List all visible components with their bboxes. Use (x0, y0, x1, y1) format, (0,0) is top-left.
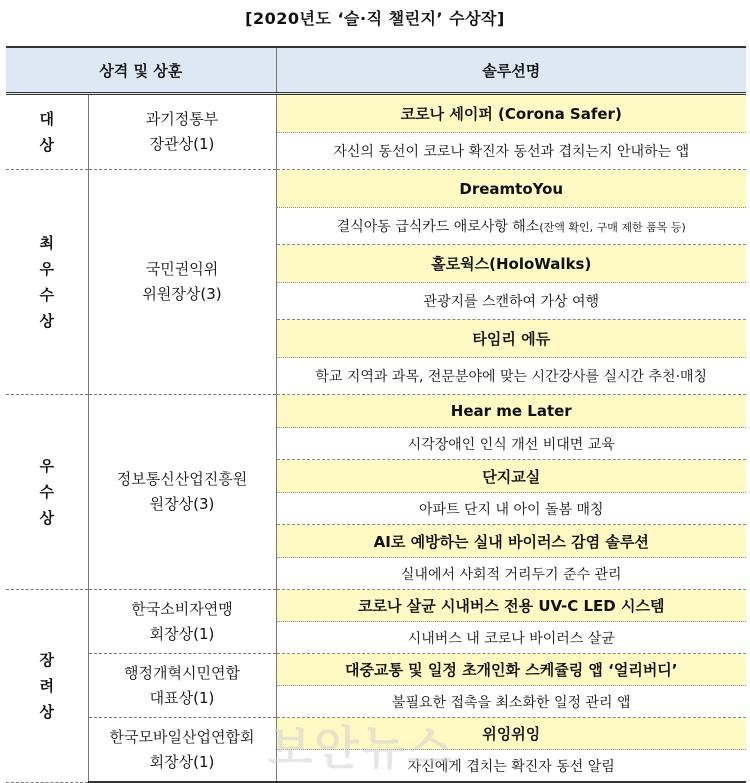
category-encouragement (6, 590, 88, 783)
category-char: 수 (39, 286, 54, 304)
category-merit (6, 395, 88, 590)
award-enc2 (88, 654, 276, 718)
solution-name: 코로나 세이퍼 (Corona Safer) (276, 94, 746, 133)
award-org: 과기정통부 (145, 110, 219, 128)
award-org: 한국모바일산업연합회 (109, 727, 255, 746)
awards-table (6, 46, 746, 783)
solution-name: 단지교실 (276, 460, 746, 493)
solution-name: Hear me Later (276, 395, 746, 428)
header-award: 상격 및 상훈 (6, 47, 276, 94)
solution-desc: 학교 지역과 과목, 전문분야에 맞는 시간강사를 실시간 추천·매칭 (276, 358, 746, 395)
award-prize: 회장상(1) (149, 624, 215, 643)
desc-note: (잔액 확인, 구매 제한 품목 등) (539, 221, 686, 234)
page-title: [2020년도 ‘슬·직 챌린지’ 수상작] (245, 9, 505, 28)
category-char: 최 (39, 234, 54, 252)
award-prize: 위원장상(3) (142, 285, 222, 303)
solution-name: 코로나 살균 시내버스 전용 UV-C LED 시스템 (276, 590, 746, 622)
award-enc3 (88, 718, 276, 783)
solution-desc: 자신의 동선이 코로나 확진자 동선과 겹치는지 안내하는 앱 (276, 133, 746, 170)
solution-desc: 자신에게 겹치는 확진자 동선 알림 (276, 750, 746, 783)
category-char: 상 (39, 509, 54, 527)
award-prize: 장관상(1) (149, 135, 215, 153)
solution-desc: 시내버스 내 코로나 바이러스 살균 (276, 622, 746, 654)
category-char: 상 (39, 136, 54, 154)
category-char: 상 (39, 312, 54, 330)
solution-name: 위잉위잉 (276, 718, 746, 750)
category-excellence (6, 170, 88, 395)
solution-name: DreamtoYou (276, 170, 746, 208)
solution-desc: 관광지를 스캔하여 가상 여행 (276, 283, 746, 320)
header-solution: 솔루션명 (276, 47, 746, 94)
header-row (6, 47, 746, 94)
award-prize: 대표상(1) (149, 688, 215, 707)
solution-desc: 아파트 단지 내 아이 돌봄 매칭 (276, 493, 746, 525)
category-char: 우 (39, 260, 54, 278)
category-char: 우 (39, 457, 54, 475)
award-org: 행정개혁시민연합 (124, 663, 240, 682)
award-merit (88, 395, 276, 590)
solution-name: 홀로웍스(HoloWalks) (276, 245, 746, 283)
category-char: 수 (39, 483, 54, 501)
solution-desc: 불필요한 접촉을 최소화한 일정 관리 앱 (276, 686, 746, 718)
award-org: 국민권익위 (145, 260, 219, 278)
award-excellence (88, 170, 276, 395)
category-char: 대 (39, 110, 54, 128)
solution-desc (276, 208, 746, 245)
solution-desc: 시각장애인 인식 개선 비대면 교육 (276, 428, 746, 460)
solution-name: AI로 예방하는 실내 바이러스 감염 솔루션 (276, 525, 746, 558)
award-prize: 원장상(3) (149, 495, 215, 513)
solution-name: 타임리 에듀 (276, 320, 746, 358)
award-prize: 회장상(1) (149, 752, 215, 771)
solution-desc: 실내에서 사회적 거리두기 준수 관리 (276, 558, 746, 590)
award-enc1 (88, 590, 276, 654)
category-grand (6, 94, 88, 170)
award-org: 한국소비자연맹 (131, 599, 233, 618)
award-org: 정보통신산업진흥원 (116, 470, 248, 488)
category-char: 장 (39, 650, 54, 669)
solution-name: 대중교통 및 일정 초개인화 스케쥴링 앱 ‘얼리버디’ (276, 654, 746, 686)
watermark: 보안뉴스 (268, 721, 454, 775)
desc-main: 결식아동 급식카드 애로사항 해소 (336, 219, 540, 235)
award-grand (88, 94, 276, 170)
category-char: 상 (39, 702, 54, 721)
category-char: 려 (39, 676, 54, 695)
